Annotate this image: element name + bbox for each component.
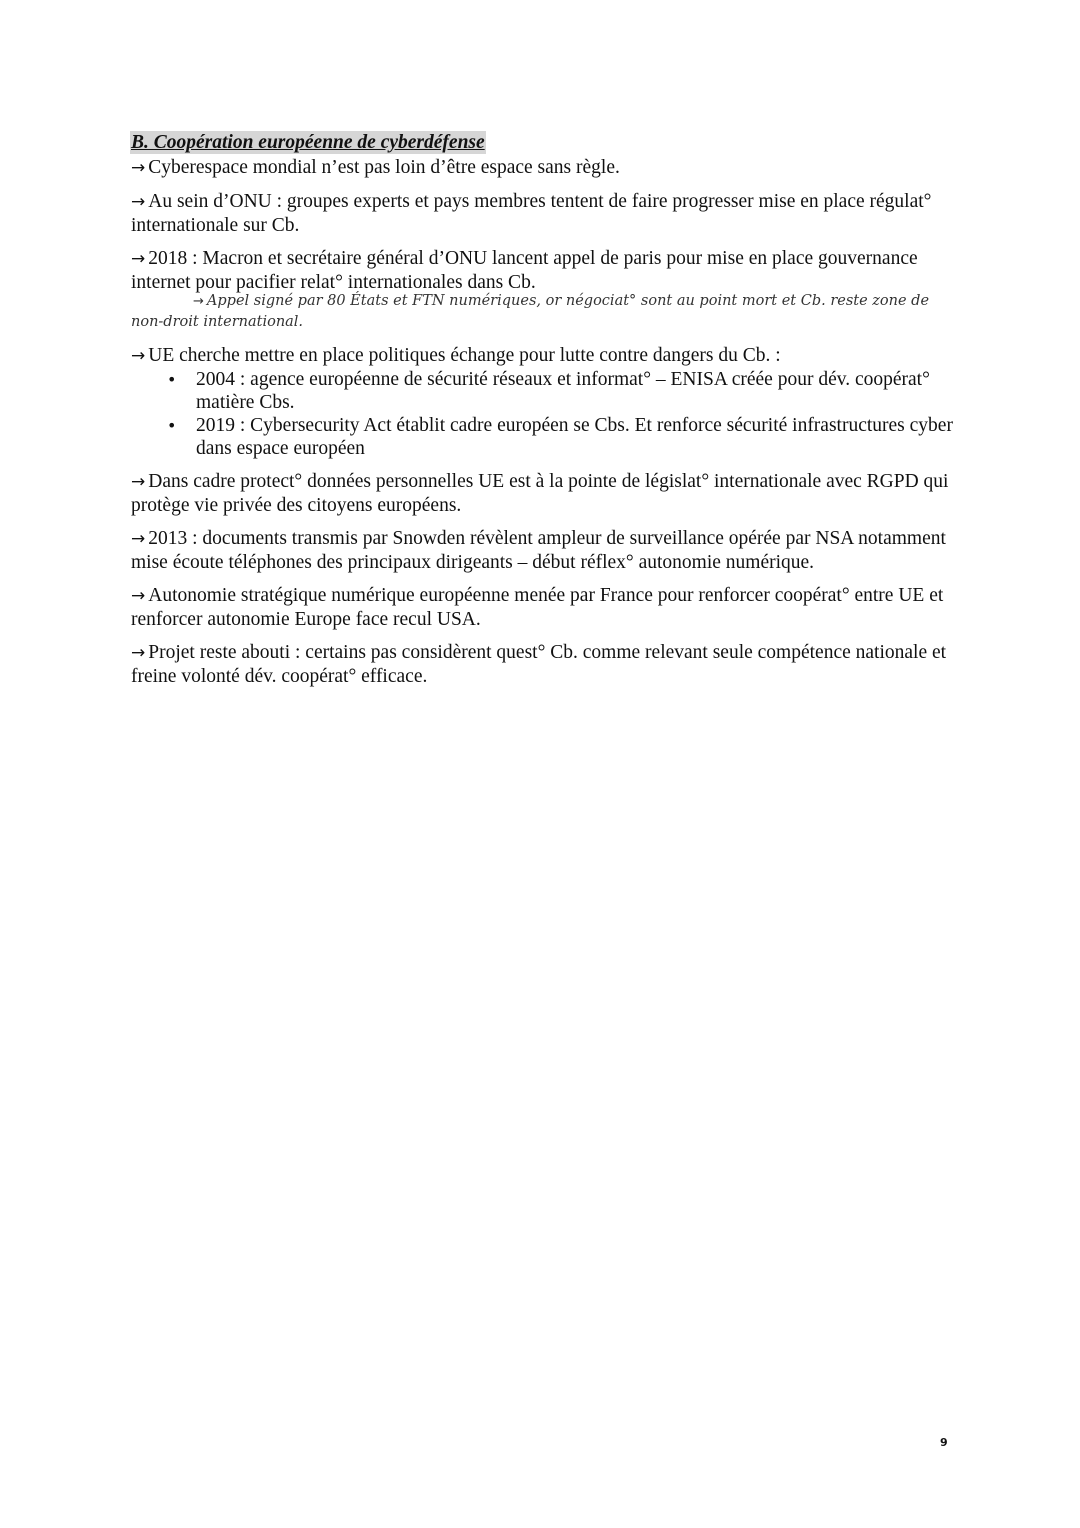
arrow-icon: → [131, 472, 146, 492]
paragraph-text: Projet reste abouti : certains pas considèrent quest° Cb. comme relevant seule compétence nationale et freine volonté dév. coopérat° efficace. [131, 642, 947, 687]
paragraph-text: Autonomie stratégique numérique européenne menée par France pour renforcer coopérat° entre UE et renforcer autonomie Europe face recul USA. [131, 585, 944, 630]
section-heading-wrap [131, 131, 961, 156]
page-content [131, 131, 961, 698]
bullet-icon: • [167, 416, 177, 435]
bullet-list [131, 368, 961, 460]
arrow-icon: → [193, 294, 204, 309]
paragraph-1 [131, 156, 961, 180]
list-item-text: 2004 : agence européenne de sécurité réseaux et informat° – ENISA créée pour dév. coopérat° matière Cbs. [196, 369, 930, 413]
list-item [131, 368, 961, 414]
arrow-icon: → [131, 643, 146, 663]
note-text: Appel signé par 80 États et FTN numériques, or négociat° sont au point mort et Cb. reste zone de non-droit international. [131, 293, 930, 330]
arrow-icon: → [131, 529, 146, 549]
bullet-icon: • [167, 370, 177, 389]
handwritten-note [131, 291, 961, 332]
page-number: 9 [940, 1436, 948, 1449]
arrow-icon: → [131, 346, 146, 366]
paragraph-2 [131, 190, 961, 237]
paragraph-6 [131, 527, 961, 574]
list-item-text: 2019 : Cybersecurity Act établit cadre européen se Cbs. Et renforce sécurité infrastructures cyber dans espace européen [196, 415, 953, 459]
arrow-icon: → [131, 586, 146, 606]
arrow-icon: → [131, 158, 146, 178]
paragraph-3 [131, 247, 961, 294]
paragraph-4 [131, 344, 961, 368]
list-item [131, 414, 961, 460]
paragraph-text: Cyberespace mondial n’est pas loin d’être espace sans règle. [148, 157, 620, 178]
paragraph-text: 2013 : documents transmis par Snowden révèlent ampleur de surveillance opérée par NSA notamment mise écoute téléphones des principaux dirigeants – début réflex° autonomie numérique. [131, 528, 946, 573]
paragraph-7 [131, 584, 961, 631]
paragraph-text: 2018 : Macron et secrétaire général d’ONU lancent appel de paris pour mise en place gouvernance internet pour pacifier relat° internationales dans Cb. [131, 248, 918, 293]
paragraph-5 [131, 470, 961, 517]
paragraph-text: UE cherche mettre en place politiques échange pour lutte contre dangers du Cb. : [148, 345, 781, 366]
paragraph-8 [131, 641, 961, 688]
paragraph-text: Dans cadre protect° données personnelles UE est à la pointe de législat° internationale avec RGPD qui protège vie privée des citoyens européens. [131, 471, 949, 516]
arrow-icon: → [131, 249, 146, 269]
section-heading: B. Coopération européenne de cyberdéfense [131, 132, 485, 153]
paragraph-text: Au sein d’ONU : groupes experts et pays membres tentent de faire progresser mise en place régulat° internationale sur Cb. [131, 191, 932, 236]
arrow-icon: → [131, 192, 146, 212]
